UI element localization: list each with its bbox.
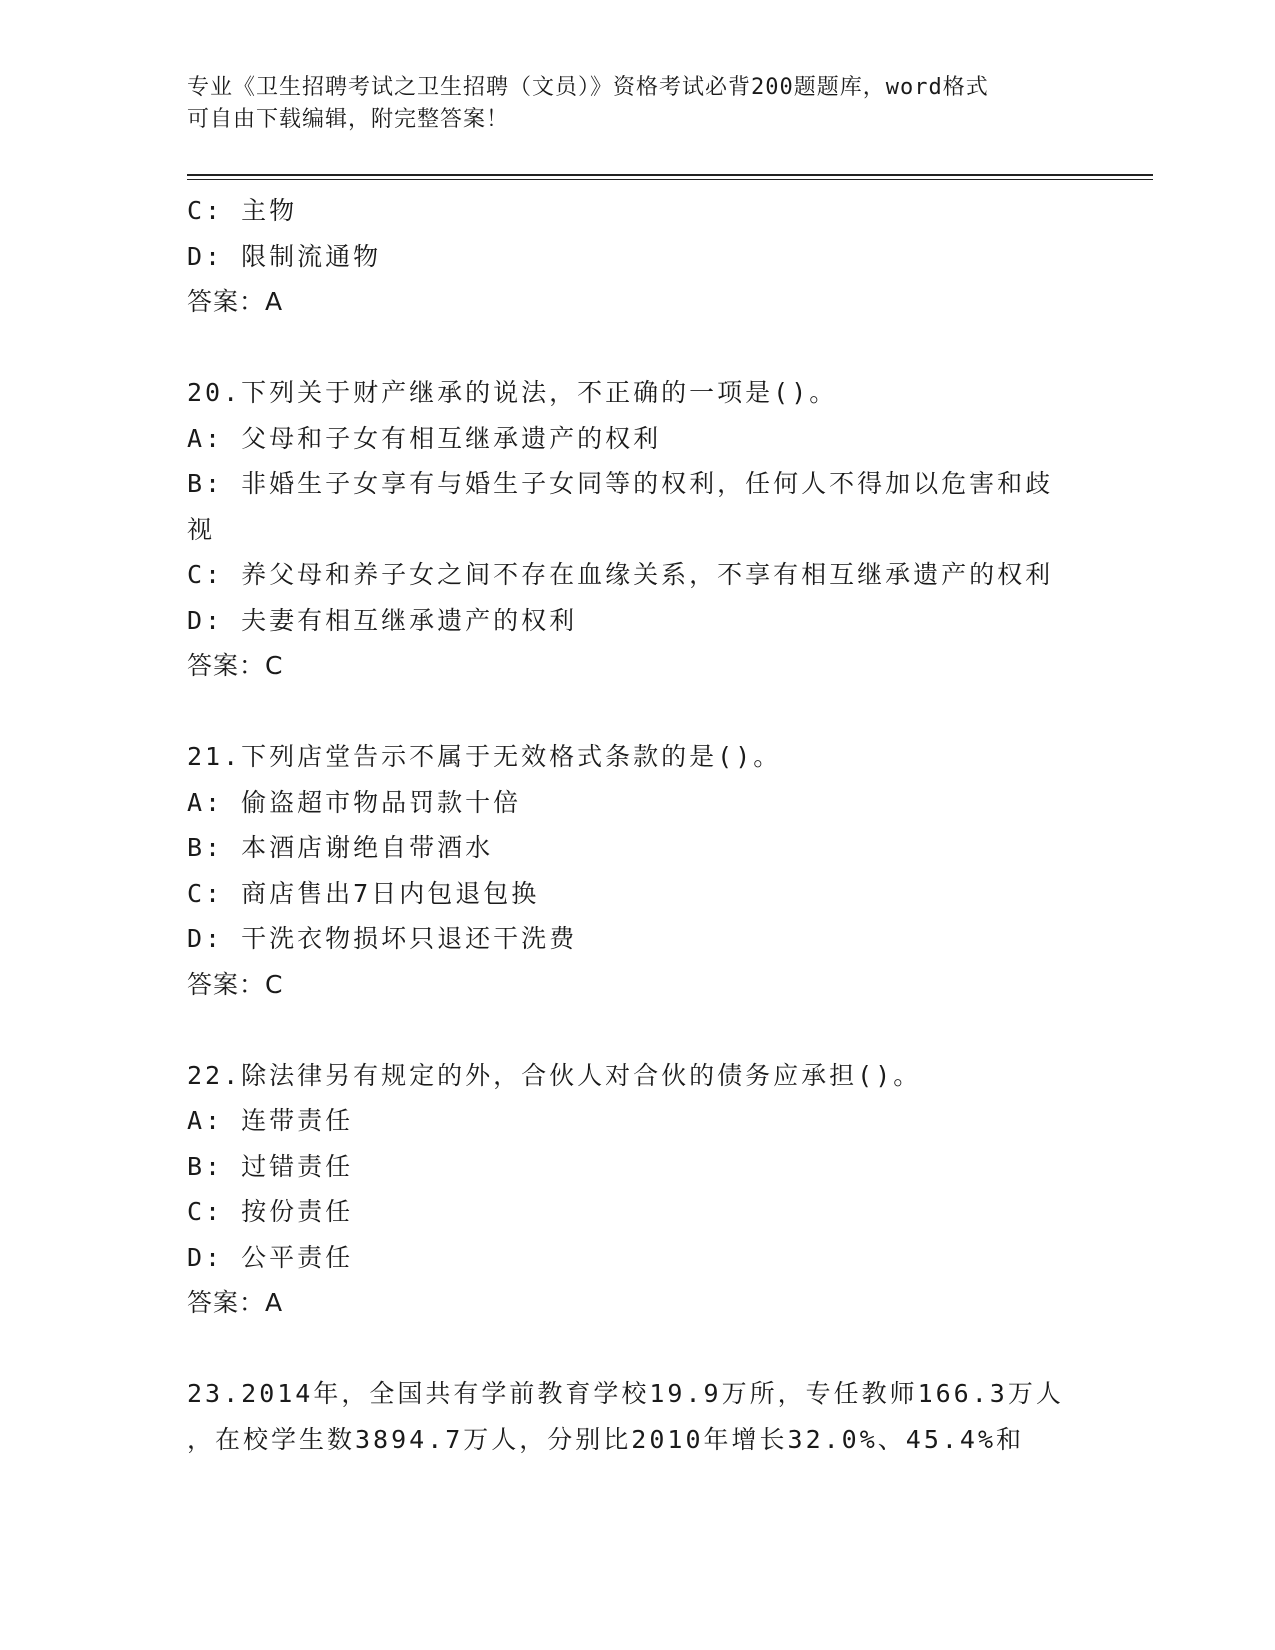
- option-a: A: 偷盗超市物品罚款十倍: [187, 787, 522, 817]
- option-b: B: 过错责任: [187, 1151, 354, 1181]
- option-d: D: 夫妻有相互继承遗产的权利: [187, 605, 578, 635]
- question-text-continued: ，在校学生数3894.7万人，分别比2010年增长32.0%、45.4%和: [187, 1424, 1025, 1454]
- option-b-continued: 视: [187, 514, 216, 544]
- question-list: [187, 188, 1087, 1462]
- question-block-21: [187, 734, 1087, 1007]
- question-block-23: [187, 1371, 1087, 1462]
- option-c: C: 主物: [187, 196, 298, 225]
- spacer: [187, 325, 1087, 371]
- question-text: 22.除法律另有规定的外，合伙人对合伙的债务应承担()。: [187, 1060, 922, 1090]
- spacer: [187, 1007, 1087, 1053]
- option-d: D: 公平责任: [187, 1242, 354, 1272]
- option-b: B: 本酒店谢绝自带酒水: [187, 833, 494, 862]
- option-b: B: 非婚生子女享有与婚生子女同等的权利，任何人不得加以危害和歧: [187, 469, 1054, 498]
- option-a: A: 父母和子女有相互继承遗产的权利: [187, 423, 662, 453]
- header-title-line-1: 专业《卫生招聘考试之卫生招聘（文员）》资格考试必背200题题库，word格式: [187, 75, 989, 100]
- option-c: C: 商店售出7日内包退包换: [187, 878, 540, 908]
- question-block-prev: [187, 188, 1087, 325]
- document-header: [187, 72, 1067, 136]
- header-divider-thin: [187, 179, 1153, 180]
- question-block-22: [187, 1053, 1087, 1326]
- answer-line: 答案：C: [187, 969, 284, 999]
- option-d: D: 限制流通物: [187, 241, 382, 271]
- question-block-20: [187, 370, 1087, 689]
- spacer: [187, 1326, 1087, 1372]
- header-title-line-2: 可自由下载编辑，附完整答案！: [187, 107, 510, 132]
- option-a: A: 连带责任: [187, 1106, 354, 1135]
- answer-line: 答案：A: [187, 287, 284, 316]
- question-text: 23.2014年，全国共有学前教育学校19.9万所，专任教师166.3万人: [187, 1379, 1064, 1408]
- answer-line: 答案：C: [187, 651, 284, 680]
- option-d: D: 干洗衣物损坏只退还干洗费: [187, 924, 578, 953]
- spacer: [187, 689, 1087, 735]
- answer-line: 答案：A: [187, 1288, 284, 1317]
- question-text: 20.下列关于财产继承的说法，不正确的一项是()。: [187, 378, 838, 407]
- question-text: 21.下列店堂告示不属于无效格式条款的是()。: [187, 742, 782, 771]
- option-c: C: 按份责任: [187, 1197, 354, 1226]
- header-divider-thick: [187, 174, 1153, 176]
- option-c: C: 养父母和养子女之间不存在血缘关系，不享有相互继承遗产的权利: [187, 560, 1054, 589]
